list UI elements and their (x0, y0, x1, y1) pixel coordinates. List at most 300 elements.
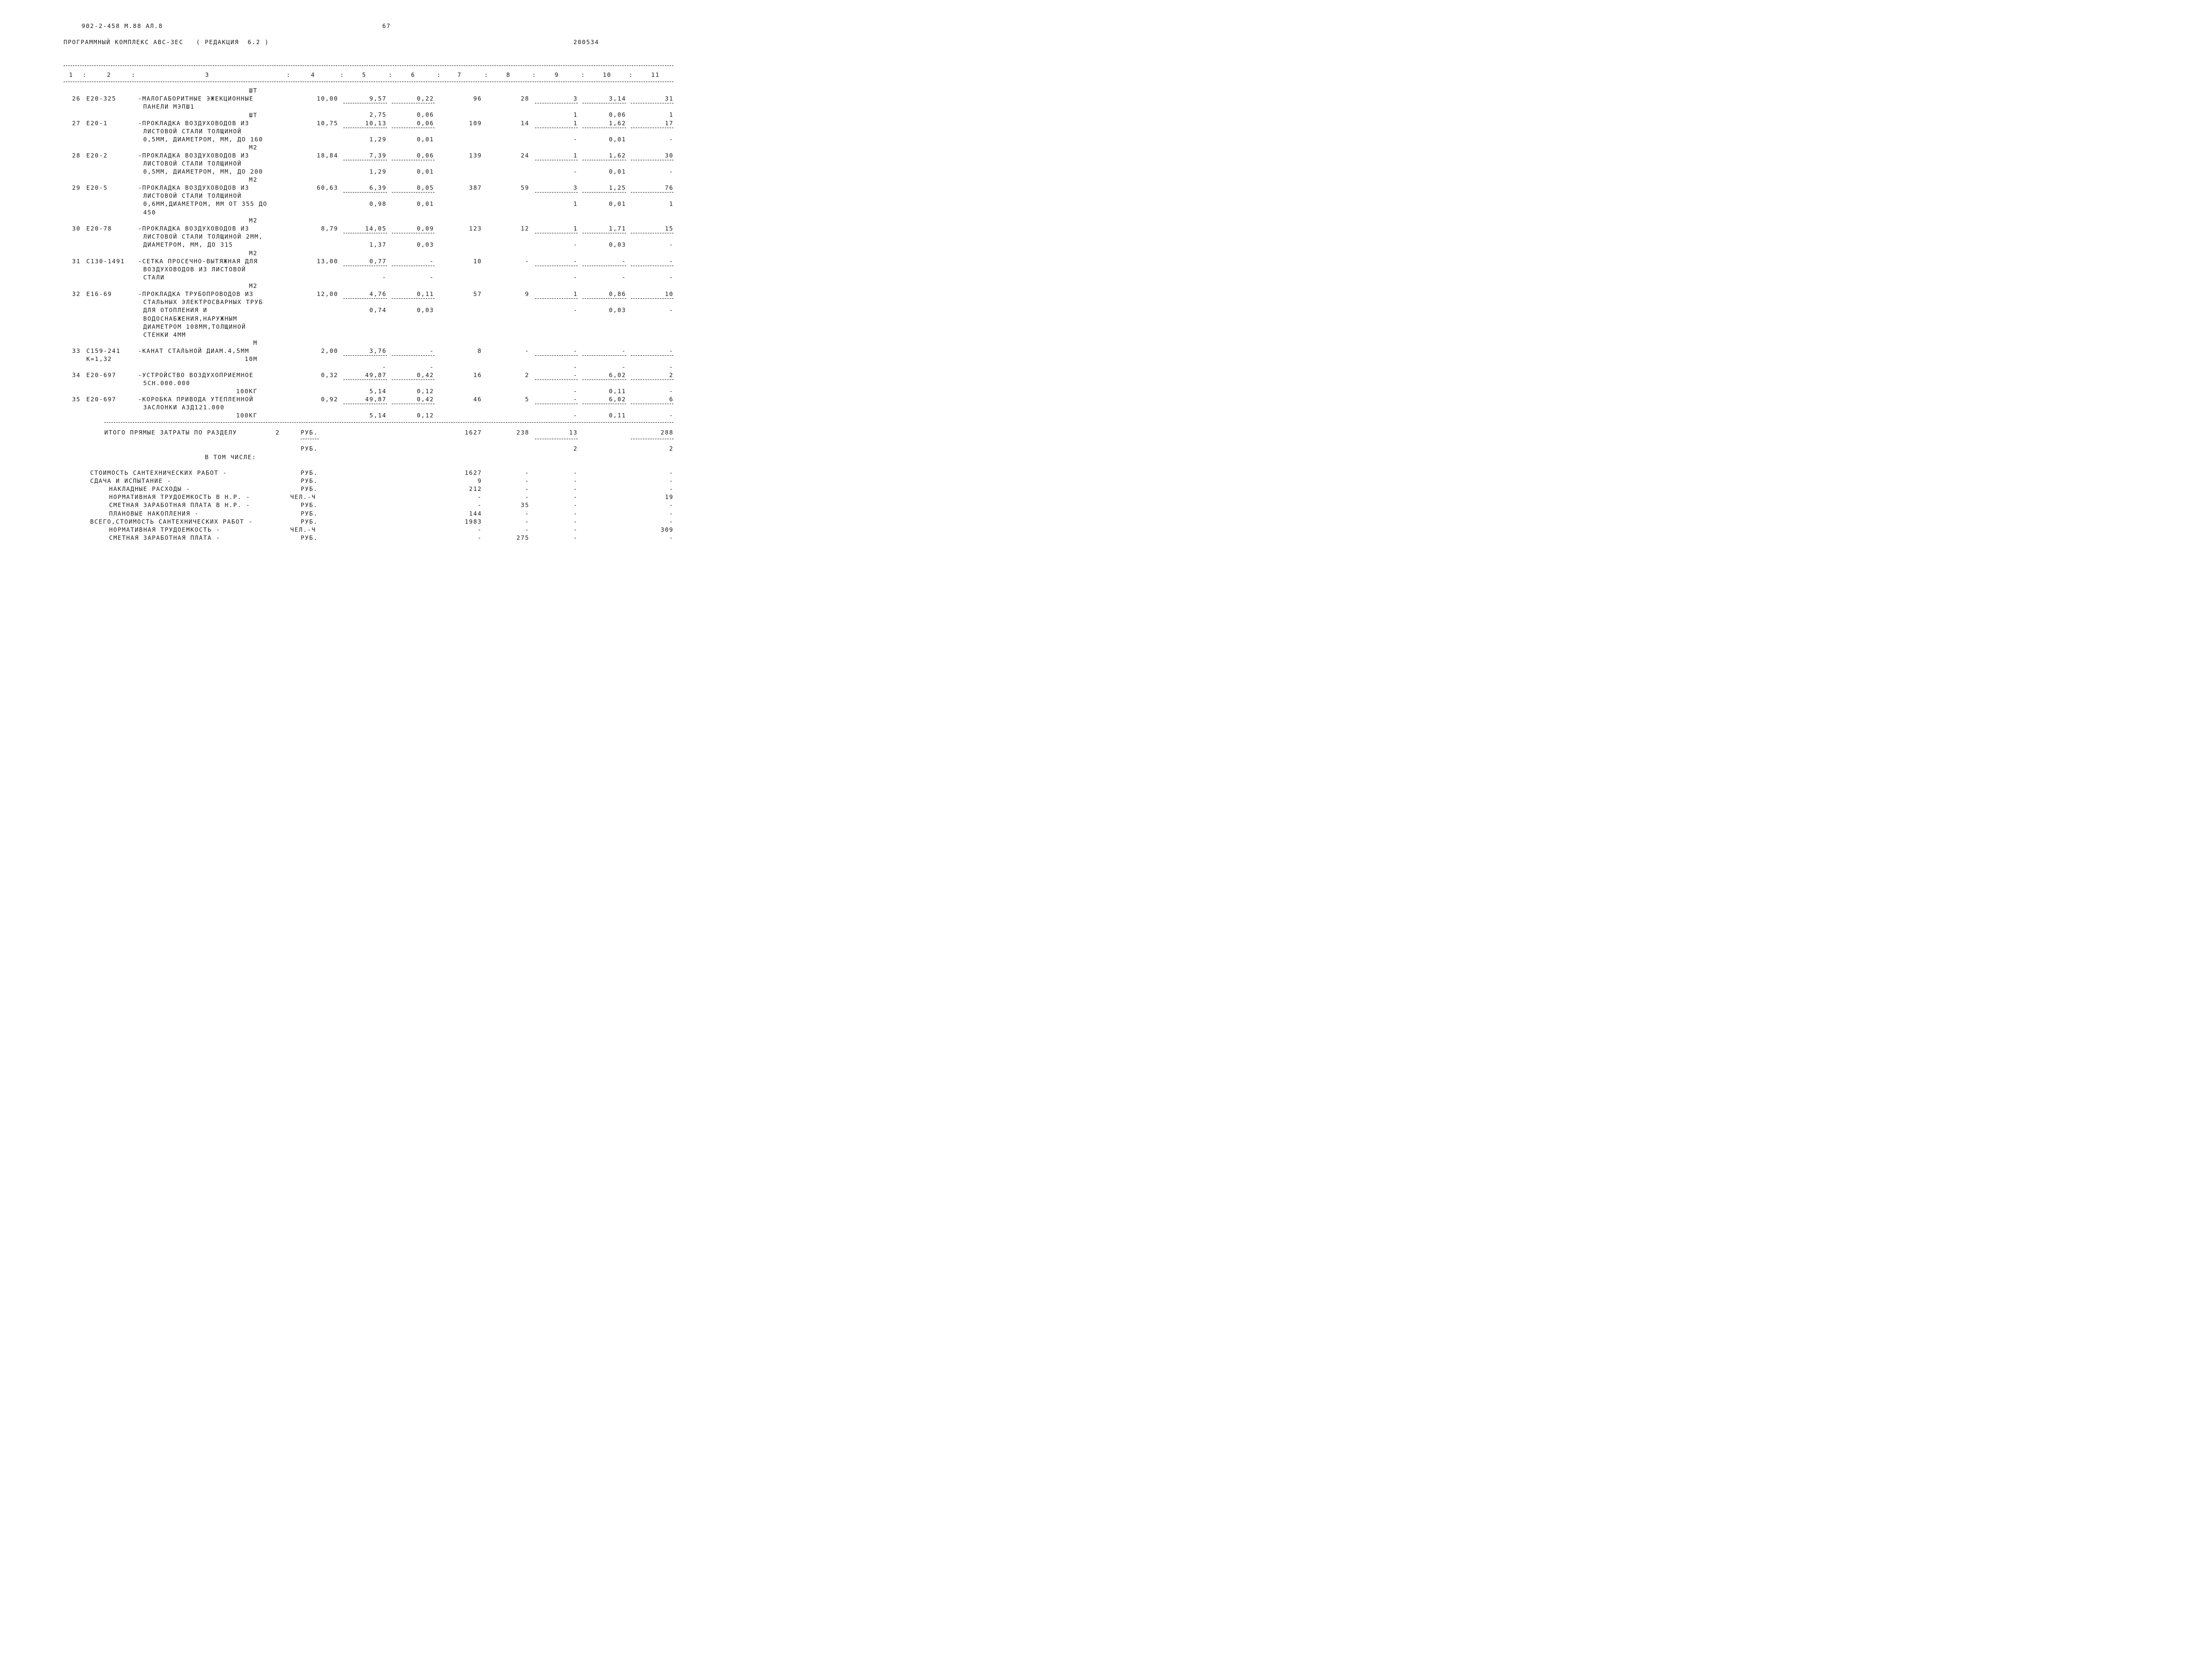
cell-c10: 1,62 (608, 120, 626, 127)
row-description-line: 5СН.000.000 (143, 379, 191, 387)
column-header-5: 5 (362, 71, 367, 78)
summary-c11: - (669, 477, 673, 485)
column-header-3: 3 (205, 71, 210, 78)
cell-c10b: 0,03 (608, 306, 626, 314)
summary-c7: 1983 (464, 517, 482, 525)
cell-c5: 6,39 (369, 184, 387, 191)
cell-c9b: - (573, 136, 578, 143)
row-description-line: -ПРОКЛАДКА ВОЗДУХОВОДОВ ИЗ (138, 120, 249, 127)
cell-c9b: - (573, 388, 578, 395)
row-description-line: 0,5ММ, ДИАМЕТРОМ, ММ, ДО 200 (143, 168, 263, 175)
cell-c11b: - (669, 412, 673, 419)
row-number: 34 (72, 371, 81, 378)
page-number: 67 (382, 22, 391, 29)
row-description-line: ДЛЯ ОТОПЛЕНИЯ И (143, 306, 208, 314)
summary-label: НОРМАТИВНАЯ ТРУДОЕМКОСТЬ - (109, 526, 221, 533)
row-number: 29 (72, 184, 81, 191)
summary-c9: - (573, 517, 578, 525)
row-description-line: ВОЗДУХОВОДОВ ИЗ ЛИСТОВОЙ (143, 266, 246, 273)
cell-qty: 12,00 (316, 290, 338, 297)
row-description-line: -КОРОБКА ПРИВОДА УТЕПЛЕННОЙ (138, 396, 254, 403)
cell-c9: 1 (573, 290, 578, 297)
summary-unit: РУБ. (301, 477, 318, 485)
row-description-line: -ПРОКЛАДКА ВОЗДУХОВОДОВ ИЗ (138, 152, 249, 159)
cell-c5: 14,05 (365, 225, 387, 232)
summary-c9: - (573, 485, 578, 493)
row-description-line: ЗАСЛОНКИ АЗД121.000 (143, 404, 225, 411)
cell-rule (535, 355, 578, 356)
summary-label: СТОИМОСТЬ САНТЕХНИЧЕСКИХ РАБОТ - (90, 469, 227, 476)
summary-unit: РУБ. (301, 534, 318, 541)
cell-c8: 12 (520, 225, 529, 232)
cell-c5b: 0,74 (369, 306, 387, 314)
row-code: Е20-78 (86, 225, 112, 232)
row-description-line: ЛИСТОВОЙ СТАЛИ ТОЛЩИНОЙ (143, 160, 242, 167)
row-description-line: 0,5ММ, ДИАМЕТРОМ, ММ, ДО 160 (143, 136, 263, 143)
cell-c7: 46 (473, 396, 482, 403)
unit-label: М (253, 339, 258, 346)
cell-c8: 24 (520, 152, 529, 159)
row-number: 28 (72, 152, 81, 159)
cell-c9b: - (573, 412, 578, 419)
cell-rule (392, 379, 434, 380)
row-description-line: СТАЛИ (143, 274, 165, 281)
cell-c6b: 0,06 (416, 111, 434, 119)
column-separator: : (484, 71, 489, 78)
row-description-line: СТАЛЬНЫХ ЭЛЕКТРОСВАРНЫХ ТРУБ (143, 298, 263, 306)
cell-c8: 14 (520, 120, 529, 127)
cell-c5b: 1,37 (369, 241, 387, 249)
cell-c6: 0,09 (416, 225, 434, 232)
cell-c11: 15 (664, 225, 673, 232)
cell-c6: 0,06 (416, 152, 434, 159)
unit-label: ШТ (249, 111, 258, 119)
row-code: Е20-697 (86, 396, 117, 403)
cell-c5: 49,87 (365, 371, 387, 378)
cell-c7: 10 (473, 258, 482, 265)
cell-rule (535, 192, 578, 193)
including-label: В ТОМ ЧИСЛЕ: (205, 453, 257, 461)
cell-c10: 0,86 (608, 290, 626, 297)
cell-rule (343, 379, 387, 380)
cell-c11: 17 (664, 120, 673, 127)
row-description-line: ДИАМЕТРОМ 108ММ,ТОЛЩИНОЙ (143, 323, 246, 330)
unit-label: 10М (244, 355, 258, 363)
cell-c10: 1,62 (608, 152, 626, 159)
cell-c6b: - (429, 274, 434, 281)
cell-rule (631, 192, 673, 193)
column-header-7: 7 (457, 71, 462, 78)
row-description-line: ДИАМЕТРОМ, ММ, ДО 315 (143, 241, 233, 249)
cell-c6b: 0,01 (416, 136, 434, 143)
cell-c6b: 0,03 (416, 241, 434, 249)
row-number: 30 (72, 225, 81, 232)
row-description-line: ЛИСТОВОЙ СТАЛИ ТОЛЩИНОЙ (143, 128, 242, 135)
summary-c11: - (669, 485, 673, 493)
document-number: 200534 (573, 38, 599, 46)
cell-c9: 1 (573, 120, 578, 127)
row-code: С130-1491 (86, 258, 125, 265)
row-code: Е20-325 (86, 95, 117, 102)
cell-c11b: - (669, 168, 673, 175)
row-description-line: -МАЛОГАБОРИТНЫЕ ЭЖЕКЦИОННЫЕ (138, 95, 254, 102)
summary-c11: 309 (660, 526, 673, 533)
cell-c5b: 5,14 (369, 412, 387, 419)
cell-c7: 96 (473, 95, 482, 102)
cell-c8: 59 (520, 184, 529, 191)
cell-c5b: 5,14 (369, 388, 387, 395)
cell-c5: 4,76 (369, 290, 387, 297)
cell-c11: 76 (664, 184, 673, 191)
unit-label: М2 (249, 282, 258, 289)
column-separator: : (581, 71, 586, 78)
cell-c6b: 0,01 (416, 168, 434, 175)
summary-c8: - (525, 526, 529, 533)
summary-label: СМЕТНАЯ ЗАРАБОТНАЯ ПЛАТА В Н.Р. - (109, 501, 250, 509)
summary-unit: РУБ. (301, 509, 318, 517)
cell-c11b: - (669, 363, 673, 371)
summary-c8: - (525, 493, 529, 501)
cell-c5b: - (382, 363, 387, 371)
cell-c9b: - (573, 168, 578, 175)
cell-c6: - (429, 347, 434, 354)
cell-c9: 3 (573, 184, 578, 191)
summary-c9: - (573, 534, 578, 541)
cell-c11: - (669, 347, 673, 354)
cell-c11: 10 (664, 290, 673, 297)
cell-c9b: 1 (573, 111, 578, 119)
row-code: Е20-2 (86, 152, 108, 159)
total-c7: 1627 (464, 429, 482, 436)
row-description-line: ЛИСТОВОЙ СТАЛИ ТОЛЩИНОЙ 2ММ, (143, 233, 263, 240)
row-number: 31 (72, 258, 81, 265)
cell-c8: 5 (525, 396, 529, 403)
cell-c11: 6 (669, 396, 673, 403)
cell-c5: 3,76 (369, 347, 387, 354)
total-c9: 13 (569, 429, 578, 436)
cell-qty: 10,00 (316, 95, 338, 102)
cell-c10: - (621, 258, 626, 265)
summary-c7: 212 (469, 485, 482, 493)
cell-c6: 0,42 (416, 396, 434, 403)
cell-c10: 6,02 (608, 371, 626, 378)
unit-label: ШТ (249, 86, 258, 94)
cell-c11b: 1 (669, 111, 673, 119)
row-number: 33 (72, 347, 81, 354)
cell-c6: 0,05 (416, 184, 434, 191)
document-code: 902-2-458 М.88 АЛ.8 (82, 22, 163, 29)
summary-c7: - (477, 526, 482, 533)
cell-rule (343, 192, 387, 193)
row-coefficient: К=1,32 (86, 355, 112, 363)
summary-unit: РУБ. (301, 501, 318, 509)
summary-c8: 35 (520, 501, 529, 509)
row-number: 35 (72, 396, 81, 403)
cell-rule (392, 192, 434, 193)
cell-c5b: - (382, 274, 387, 281)
cell-c10b: 0,01 (608, 168, 626, 175)
cell-c6b: 0,03 (416, 306, 434, 314)
cell-qty: 0,32 (321, 371, 338, 378)
row-description-line: -ПРОКЛАДКА ВОЗДУХОВОДОВ ИЗ (138, 225, 249, 232)
summary-c9: - (573, 469, 578, 476)
summary-c8: 275 (516, 534, 529, 541)
cell-c9b: - (573, 363, 578, 371)
cell-c9: 1 (573, 225, 578, 232)
cell-c11b: - (669, 388, 673, 395)
unit-label: 100КГ (236, 388, 258, 395)
cell-c8: - (525, 258, 529, 265)
cell-c10: 6,02 (608, 396, 626, 403)
cell-c5b: 1,29 (369, 168, 387, 175)
summary-label: НАКЛАДНЫЕ РАСХОДЫ - (109, 485, 191, 493)
column-separator: : (629, 71, 634, 78)
row-description-line: -КАНАТ СТАЛЬНОЙ ДИАМ.4,5ММ (138, 347, 249, 354)
cell-c9b: - (573, 274, 578, 281)
summary-label: ВСЕГО,СТОИМОСТЬ САНТЕХНИЧЕСКИХ РАБОТ - (90, 517, 253, 525)
total-unit: РУБ. (301, 429, 318, 436)
row-description-line: -ПРОКЛАДКА ВОЗДУХОВОДОВ ИЗ (138, 184, 249, 191)
cell-rule (582, 355, 626, 356)
document-page (0, 0, 730, 562)
summary-label: СМЕТНАЯ ЗАРАБОТНАЯ ПЛАТА - (109, 534, 221, 541)
summary-c11: - (669, 509, 673, 517)
summary-c8: - (525, 509, 529, 517)
cell-c7: 139 (469, 152, 482, 159)
summary-unit: РУБ. (301, 517, 318, 525)
summary-c7: - (477, 534, 482, 541)
cell-c6b: 0,01 (416, 200, 434, 208)
cell-rule (582, 192, 626, 193)
cell-c9: - (573, 258, 578, 265)
cell-rule (392, 355, 434, 356)
cell-c9b: - (573, 241, 578, 249)
column-separator: : (286, 71, 291, 78)
cell-c10: 1,71 (608, 225, 626, 232)
column-separator: : (83, 71, 87, 78)
cell-c7: 8 (477, 347, 482, 354)
row-description-line: -СЕТКА ПРОСЕЧНО-ВЫТЯЖНАЯ ДЛЯ (138, 258, 258, 265)
total-c9b: 2 (573, 445, 578, 452)
summary-c11: - (669, 469, 673, 476)
summary-c7: - (477, 501, 482, 509)
cell-c5b: 0,98 (369, 200, 387, 208)
cell-c9b: 1 (573, 200, 578, 208)
cell-c9: - (573, 396, 578, 403)
row-description-line: 0,6ММ,ДИАМЕТРОМ, ММ ОТ 355 ДО (143, 200, 267, 208)
cell-c10b: - (621, 363, 626, 371)
summary-unit: РУБ. (301, 485, 318, 493)
header-rule-top (64, 65, 673, 66)
row-description-line: СТЕНКИ 4ММ (143, 331, 186, 338)
cell-c8: 28 (520, 95, 529, 102)
cell-c6: - (429, 258, 434, 265)
summary-c7: - (477, 493, 482, 501)
row-code: Е16-69 (86, 290, 112, 297)
cell-c5b: 2,75 (369, 111, 387, 119)
cell-c5: 10,13 (365, 120, 387, 127)
summary-unit: ЧЕЛ.-Ч (290, 493, 316, 501)
cell-c6b: - (429, 363, 434, 371)
program-title: ПРОГРАММНЫЙ КОМПЛЕКС АВС-3ЕС ( РЕДАКЦИЯ 6.2 ) (64, 38, 269, 46)
summary-unit: РУБ. (301, 469, 318, 476)
cell-qty: 18,84 (316, 152, 338, 159)
unit-label: М2 (249, 143, 258, 151)
row-description-line: -УСТРОЙСТВО ВОЗДУХОПРИЕМНОЕ (138, 371, 254, 378)
cell-c10b: - (621, 274, 626, 281)
cell-qty: 8,79 (321, 225, 338, 232)
summary-c11: 19 (664, 493, 673, 501)
cell-c10b: 0,03 (608, 241, 626, 249)
column-separator: : (437, 71, 442, 78)
cell-c6: 0,06 (416, 120, 434, 127)
cell-c11b: - (669, 241, 673, 249)
summary-unit: ЧЕЛ.-Ч (290, 526, 316, 533)
summary-label: НОРМАТИВНАЯ ТРУДОЕМКОСТЬ В Н.Р. - (109, 493, 250, 501)
cell-c10: 1,25 (608, 184, 626, 191)
cell-rule (343, 355, 387, 356)
summary-c8: - (525, 477, 529, 485)
cell-c5: 7,39 (369, 152, 387, 159)
row-number: 26 (72, 95, 81, 102)
cell-c6: 0,11 (416, 290, 434, 297)
summary-c11: - (669, 517, 673, 525)
row-code: Е20-5 (86, 184, 108, 191)
cell-c11: - (669, 258, 673, 265)
summary-c9: - (573, 526, 578, 533)
column-header-8: 8 (506, 71, 511, 78)
row-code: С159-241 (86, 347, 121, 354)
row-description-line: ЛИСТОВОЙ СТАЛИ ТОЛЩИНОЙ (143, 192, 242, 200)
cell-rule (343, 298, 387, 299)
cell-rule (535, 379, 578, 380)
cell-c10b: 0,01 (608, 136, 626, 143)
cell-c7: 109 (469, 120, 482, 127)
cell-c5: 9,57 (369, 95, 387, 102)
cell-c7: 387 (469, 184, 482, 191)
summary-c7: 9 (477, 477, 482, 485)
row-code: Е20-1 (86, 120, 108, 127)
total-c11: 288 (660, 429, 673, 436)
unit-label: М2 (249, 175, 258, 183)
summary-c9: - (573, 493, 578, 501)
summary-c9: - (573, 509, 578, 517)
summary-c11: - (669, 534, 673, 541)
unit-label: М2 (249, 249, 258, 257)
column-separator: : (388, 71, 393, 78)
cell-c10b: 0,01 (608, 200, 626, 208)
total-c8: 238 (516, 429, 529, 436)
cell-c11b: 1 (669, 200, 673, 208)
cell-c7: 16 (473, 371, 482, 378)
cell-qty: 13,00 (316, 258, 338, 265)
cell-rule (631, 355, 673, 356)
cell-rule (631, 298, 673, 299)
cell-c5b: 1,29 (369, 136, 387, 143)
cell-rule (631, 379, 673, 380)
cell-c11: 2 (669, 371, 673, 378)
summary-c7: 144 (469, 509, 482, 517)
column-header-4: 4 (311, 71, 315, 78)
row-description-line: ПАНЕЛИ МЭПШ1 (143, 103, 195, 111)
column-separator: : (340, 71, 345, 78)
cell-c9b: - (573, 306, 578, 314)
cell-c11b: - (669, 136, 673, 143)
cell-c8: - (525, 347, 529, 354)
column-header-11: 11 (651, 71, 660, 78)
row-number: 27 (72, 120, 81, 127)
cell-rule (392, 298, 434, 299)
cell-c6: 0,42 (416, 371, 434, 378)
column-header-2: 2 (107, 71, 111, 78)
cell-c6b: 0,12 (416, 388, 434, 395)
total-rule (104, 422, 673, 423)
summary-c9: - (573, 501, 578, 509)
row-description-line: ВОДОСНАБЖЕНИЯ,НАРУЖНЫМ (143, 314, 238, 322)
cell-c6: 0,22 (416, 95, 434, 102)
cell-c8: 2 (525, 371, 529, 378)
column-separator: : (131, 71, 136, 78)
cell-c9: - (573, 371, 578, 378)
cell-c8: 9 (525, 290, 529, 297)
summary-c8: - (525, 517, 529, 525)
summary-c7: 1627 (464, 469, 482, 476)
cell-c9: 3 (573, 95, 578, 102)
cell-rule (535, 298, 578, 299)
cell-c9: - (573, 347, 578, 354)
summary-label: СДАЧА И ИСПЫТАНИЕ - (90, 477, 172, 485)
cell-c11: 30 (664, 152, 673, 159)
cell-c5: 49,87 (365, 396, 387, 403)
cell-c9: 1 (573, 152, 578, 159)
column-header-10: 10 (602, 71, 612, 78)
summary-label: ПЛАНОВЫЕ НАКОПЛЕНИЯ - (109, 509, 199, 517)
row-description-line: 450 (143, 208, 157, 216)
summary-c11: - (669, 501, 673, 509)
total-c11b: 2 (669, 445, 673, 452)
unit-label: М2 (249, 216, 258, 224)
summary-c8: - (525, 485, 529, 493)
column-separator: : (532, 71, 537, 78)
cell-c10: 3,14 (608, 95, 626, 102)
cell-c10: - (621, 347, 626, 354)
total-unit-2: РУБ. (301, 445, 318, 452)
cell-c11: 31 (664, 95, 673, 102)
summary-c8: - (525, 469, 529, 476)
total-label: ИТОГО ПРЯМЫЕ ЗАТРАТЫ ПО РАЗДЕЛУ (104, 429, 237, 436)
cell-c10b: 0,11 (608, 388, 626, 395)
cell-rule (582, 298, 626, 299)
cell-qty: 0,92 (321, 396, 338, 403)
cell-c7: 57 (473, 290, 482, 297)
cell-c10b: 0,06 (608, 111, 626, 119)
cell-qty: 10,75 (316, 120, 338, 127)
column-header-9: 9 (554, 71, 559, 78)
row-description-line: -ПРОКЛАДКА ТРУБОПРОВОДОВ ИЗ (138, 290, 254, 297)
cell-c10b: 0,11 (608, 412, 626, 419)
cell-c7: 123 (469, 225, 482, 232)
cell-c6b: 0,12 (416, 412, 434, 419)
unit-label: 100КГ (236, 412, 258, 419)
column-header-1: 1 (69, 71, 74, 78)
column-header-6: 6 (411, 71, 415, 78)
summary-c9: - (573, 477, 578, 485)
cell-qty: 60,63 (316, 184, 338, 191)
cell-rule (582, 379, 626, 380)
cell-c11b: - (669, 274, 673, 281)
row-code: Е20-697 (86, 371, 117, 378)
row-number: 32 (72, 290, 81, 297)
